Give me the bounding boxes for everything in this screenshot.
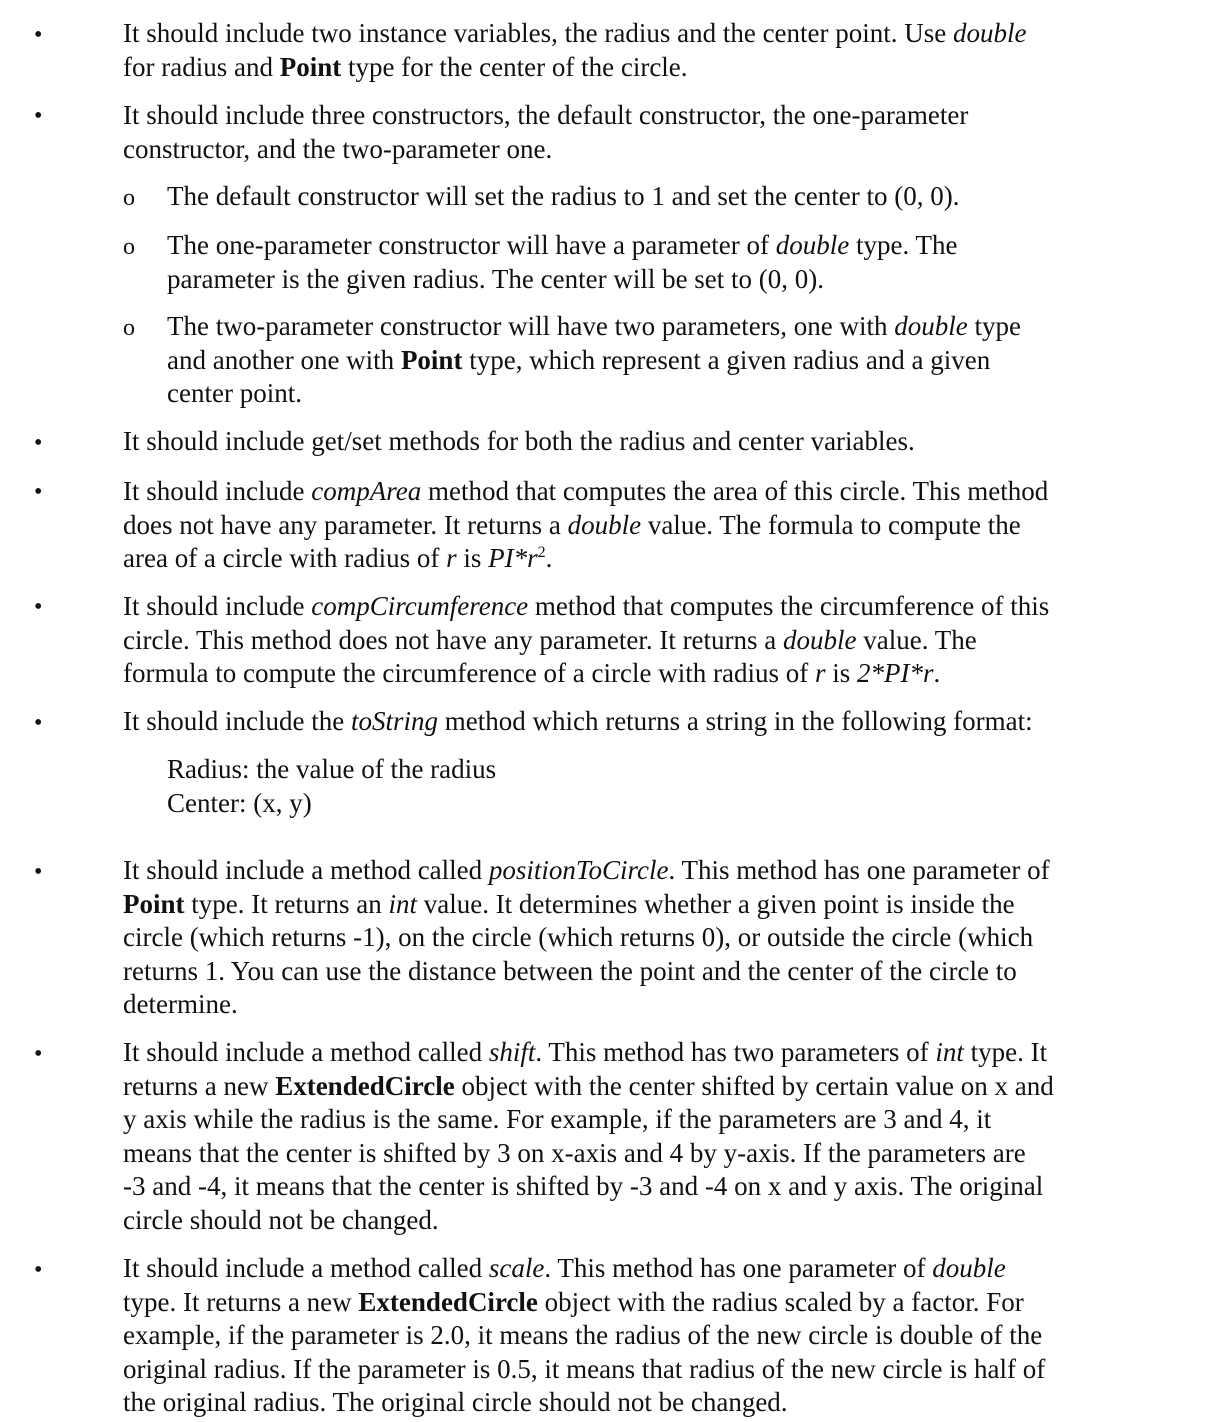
text-run: It should include [123, 476, 312, 506]
text-run: type, which represent a given radius and a given [462, 344, 991, 375]
text-run: means that the center is shifted by 3 on x-axis and 4 by y-axis. If the parameters are [123, 1137, 1026, 1168]
text-line [123, 1036, 1163, 1070]
text-run: value. The formula to compute the [641, 509, 1021, 540]
text-run: y axis while the radius is the same. For example, if the parameters are 3 and 4, it [123, 1104, 992, 1135]
text-line [123, 1204, 1163, 1238]
text-run: method that computes the circumference of this [528, 591, 1050, 621]
text-run: . [545, 543, 553, 574]
italic-term: toString [350, 706, 438, 736]
bullet-item-shift [123, 1036, 1163, 1238]
text-run: . [933, 658, 941, 689]
text-run: and another one with [167, 344, 401, 375]
text-line [123, 133, 1163, 167]
text-run: It should include the [123, 706, 351, 736]
text-run: center point. [167, 378, 302, 409]
text-run: circle should not be changed. [123, 1204, 439, 1235]
italic-term: double [932, 1253, 1006, 1283]
text-run: value. The [856, 624, 977, 655]
bullet-marker: • [34, 1257, 43, 1283]
text-run: It should include get/set methods for both the radius and center variables. [123, 426, 915, 456]
text-run: original radius. If the parameter is 0.5, it means that radius of the new circle is half of [123, 1353, 1046, 1384]
italic-term: shift [488, 1037, 536, 1067]
text-line [123, 705, 1163, 739]
italic-term: double [567, 509, 642, 540]
text-run: type. It returns an [184, 888, 389, 919]
text-line [123, 1137, 1163, 1171]
text-run: . This method has two parameters of [535, 1037, 936, 1067]
italic-term: double [783, 624, 857, 655]
bullet-item-comp-area [123, 475, 1163, 576]
text-run: determine. [123, 989, 238, 1020]
sub-bullet-marker: o [123, 185, 135, 211]
text-line [123, 1252, 1163, 1286]
bullet-marker: • [34, 22, 43, 48]
text-run: is [825, 658, 857, 689]
text-run: It should include a method called [123, 1037, 489, 1067]
bullet-item-position-to-circle [123, 854, 1163, 1022]
text-run: It should include [123, 591, 312, 621]
italic-term: positionToCircle [488, 855, 669, 885]
text-run: It should include a method called [123, 855, 489, 885]
text-run: The default constructor will set the radius to 1 and set the center to (0, 0). [167, 181, 960, 211]
bullet-marker: • [34, 1041, 43, 1067]
italic-term: r [446, 543, 457, 574]
text-run: example, if the parameter is 2.0, it means the radius of the new circle is double of the [123, 1320, 1043, 1351]
italic-term: r [814, 658, 826, 689]
text-line [123, 99, 1163, 133]
text-line [123, 51, 1163, 85]
bold-term: ExtendedCircle [275, 1070, 455, 1101]
bullet-item-get-set-methods [123, 425, 1163, 459]
text-run: formula to compute the circumference of a circle with radius of [123, 658, 815, 689]
text-run: It should include three constructors, the default constructor, the one-parameter [123, 100, 969, 130]
text-line [123, 921, 1163, 955]
text-line [167, 310, 1147, 344]
text-line [167, 229, 1147, 263]
italic-term: 2*PI*r [857, 658, 934, 689]
sub-bullet-marker: o [123, 234, 135, 260]
text-line [123, 1386, 1163, 1420]
sub-item-two-parameter-constructor [167, 310, 1147, 411]
italic-term: compArea [311, 476, 422, 506]
bold-term: Point [123, 888, 185, 919]
format-line-radius: Radius: the value of the radius [167, 754, 497, 784]
text-line [123, 955, 1163, 989]
italic-term: compCircumference [311, 591, 529, 621]
text-run: for radius and [123, 51, 280, 82]
text-run: circle (which returns -1), on the circle (which returns 0), or outside the circle (which [123, 922, 1034, 953]
text-line [123, 1353, 1163, 1387]
text-line [167, 263, 1147, 297]
bullet-item-constructors [123, 99, 1163, 166]
superscript: 2 [537, 544, 546, 562]
text-run: object with the radius scaled by a factor. For [537, 1286, 1024, 1317]
sub-item-default-constructor [167, 180, 1147, 214]
sub-item-one-parameter-constructor [167, 229, 1147, 296]
text-line [123, 888, 1163, 922]
text-run: returns 1. You can use the distance between the point and the center of the circle to [123, 955, 1017, 986]
bullet-marker: • [34, 710, 43, 736]
bullet-marker: • [34, 430, 43, 456]
text-line [123, 1103, 1163, 1137]
text-line [123, 425, 1163, 459]
italic-term: PI*r [488, 543, 538, 574]
text-line [167, 377, 1147, 411]
bullet-item-to-string [123, 705, 1163, 739]
text-run: type. It returns a new [123, 1286, 359, 1317]
bullet-marker: • [34, 594, 43, 620]
italic-term: double [953, 18, 1027, 48]
text-line [123, 657, 1163, 691]
text-run: does not have any parameter. It returns a [123, 509, 568, 540]
text-run: method that computes the area of this circle. This method [421, 476, 1049, 506]
text-run: It should include a method called [123, 1253, 489, 1283]
bullet-marker: • [34, 103, 43, 129]
text-run: type. The [849, 230, 958, 260]
italic-term: int [935, 1037, 964, 1067]
text-line [123, 854, 1163, 888]
italic-term: scale [488, 1253, 545, 1283]
bold-term: Point [400, 344, 463, 375]
text-line [167, 344, 1147, 378]
text-line [123, 17, 1163, 51]
text-run: object with the center shifted by certain value on x and [454, 1070, 1054, 1101]
text-line [123, 1286, 1163, 1320]
text-run: . This method has one parameter of [668, 855, 1050, 885]
text-run: . This method has one parameter of [544, 1253, 933, 1283]
text-line [123, 509, 1163, 543]
italic-term: int [388, 888, 417, 919]
text-run: method which returns a string in the following format: [437, 706, 1033, 736]
text-run: -3 and -4, it means that the center is shifted by -3 and -4 on x and y axis. The original [123, 1171, 1044, 1202]
text-run: returns a new [123, 1070, 276, 1101]
text-run: parameter is the given radius. The center will be set to (0, 0). [167, 263, 825, 294]
text-run: the original radius. The original circle should not be changed. [123, 1387, 788, 1418]
text-run: type. It [963, 1037, 1048, 1067]
sub-bullet-marker: o [123, 315, 135, 341]
italic-term: double [894, 311, 968, 341]
text-run: area of a circle with radius of [123, 543, 447, 574]
text-run: value. It determines whether a given point is inside the [416, 888, 1015, 919]
bullet-item-scale [123, 1252, 1163, 1420]
text-run: constructor, and the two-parameter one. [123, 133, 553, 164]
text-run: The one-parameter constructor will have a parameter of [167, 230, 776, 260]
text-line [123, 590, 1163, 624]
format-line-center: Center: (x, y) [167, 788, 312, 818]
italic-term: double [775, 230, 850, 260]
text-run: is [456, 543, 489, 574]
text-line [167, 180, 1147, 214]
text-line [123, 542, 1163, 576]
bullet-marker: • [34, 859, 43, 885]
bold-term: Point [279, 51, 342, 82]
bullet-item-instance-variables [123, 17, 1163, 84]
bullet-marker: • [34, 479, 43, 505]
text-line [123, 988, 1163, 1022]
text-run: type for the center of the circle. [341, 51, 688, 82]
text-run: circle. This method does not have any parameter. It returns a [123, 624, 784, 655]
text-run: type [967, 311, 1021, 341]
text-line [123, 475, 1163, 509]
text-line [123, 624, 1163, 658]
bullet-item-comp-circumference [123, 590, 1163, 691]
text-run: It should include two instance variables, the radius and the center point. Use [123, 18, 954, 48]
text-line [123, 1070, 1163, 1104]
bold-term: ExtendedCircle [358, 1286, 538, 1317]
text-line [123, 1319, 1163, 1353]
text-run: The two-parameter constructor will have two parameters, one with [167, 311, 895, 341]
text-line [123, 1170, 1163, 1204]
